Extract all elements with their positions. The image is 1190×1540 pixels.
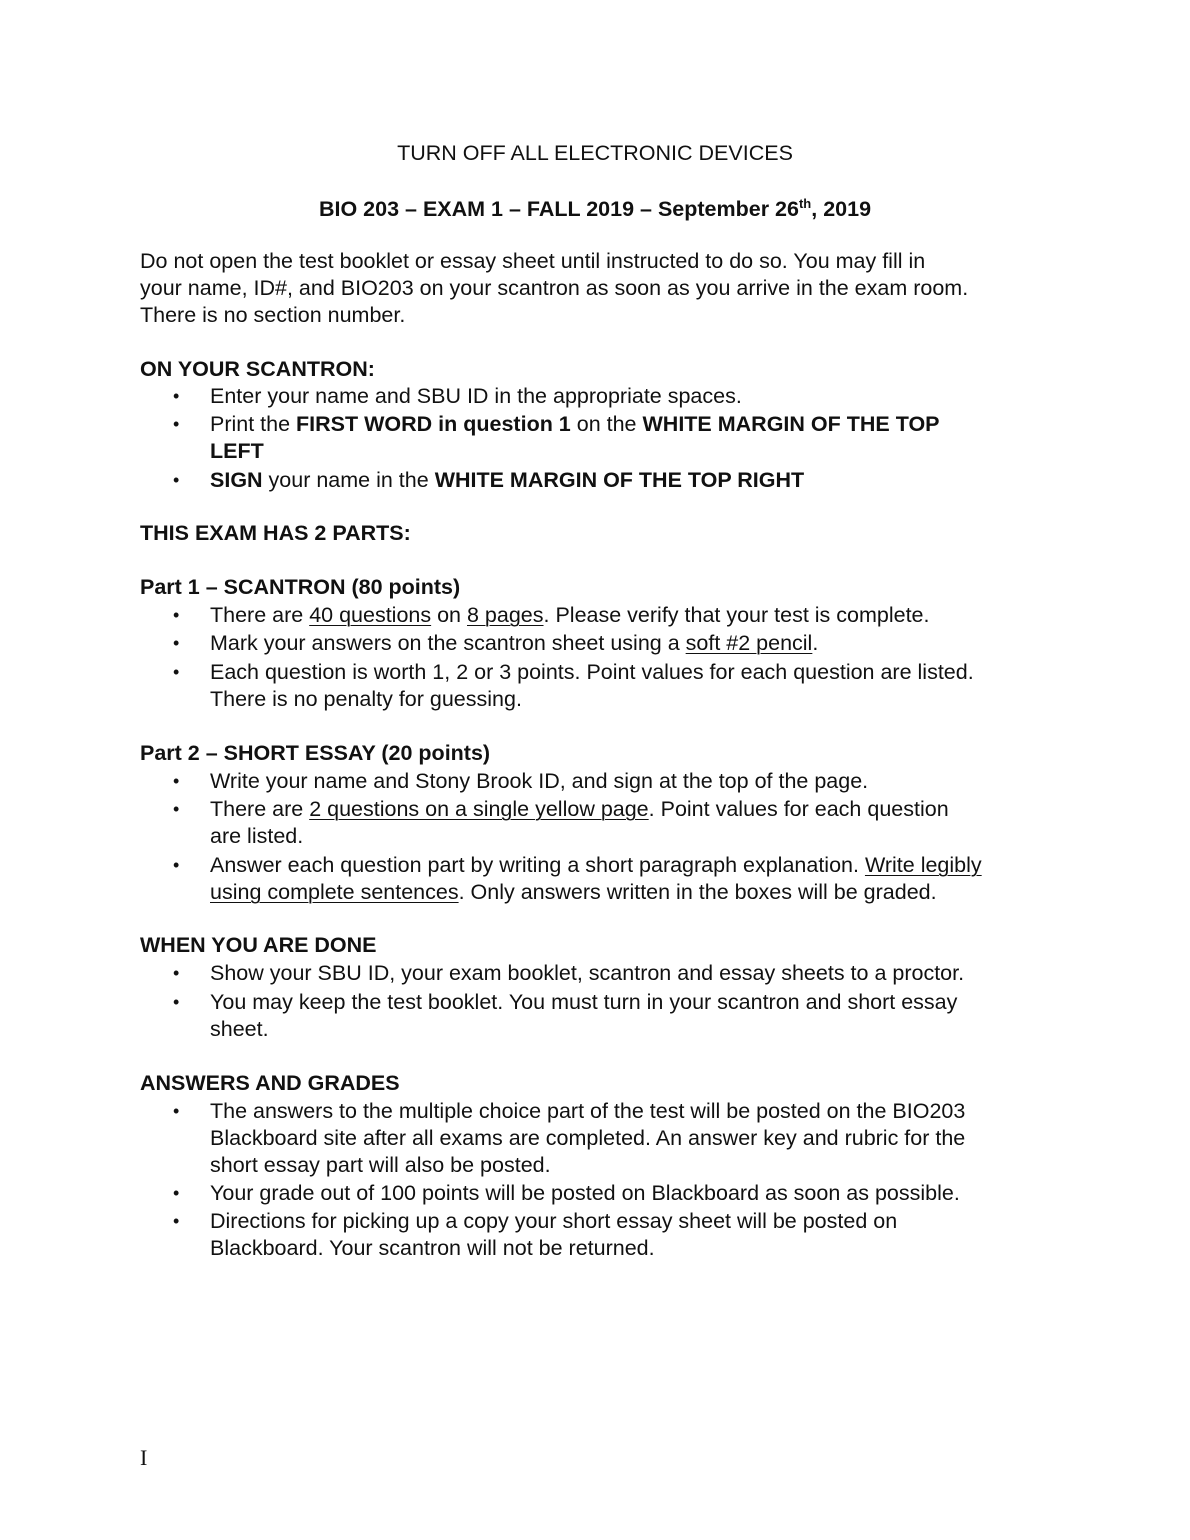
answers-bullet-2: Your grade out of 100 points will be posted on Blackboard as soon as possible.: [210, 1181, 960, 1205]
part1-bullet-3-cont: There is no penalty for guessing.: [210, 687, 522, 711]
bullet-icon: •: [173, 1183, 180, 1203]
part2-heading: Part 2 – SHORT ESSAY (20 points): [140, 741, 491, 765]
parts-heading: THIS EXAM HAS 2 PARTS:: [140, 521, 411, 545]
bullet-icon: •: [173, 605, 180, 625]
bullet-icon: •: [173, 1101, 180, 1121]
part1-heading: Part 1 – SCANTRON (80 points): [140, 575, 461, 599]
scantron-bullet-2-cont: LEFT: [210, 439, 264, 463]
bullet-icon: •: [173, 1211, 180, 1231]
bullet-icon: •: [173, 414, 180, 434]
exam-title-main: BIO 203 – EXAM 1 – FALL 2019 – September 26: [318, 197, 799, 221]
scantron-bullet-2: Print the FIRST WORD in question 1 on the WHITE MARGIN OF THE TOP: [210, 412, 940, 436]
bullet-icon: •: [173, 963, 180, 983]
devices-notice: TURN OFF ALL ELECTRONIC DEVICES: [397, 141, 793, 165]
answers-bullet-1: The answers to the multiple choice part of the test will be posted on the BIO203: [210, 1099, 966, 1123]
part1-bullet-2: Mark your answers on the scantron sheet using a soft #2 pencil.: [210, 631, 819, 655]
intro-line-3: There is no section number.: [140, 303, 406, 327]
answers-bullet-1-cont-2: short essay part will also be posted.: [210, 1153, 551, 1177]
bullet-icon: •: [173, 992, 180, 1012]
intro-line-1: Do not open the test booklet or essay sheet until instructed to do so. You may fill in: [140, 249, 926, 273]
part1-bullet-3: Each question is worth 1, 2 or 3 points. Point values for each question are listed.: [210, 660, 974, 684]
part2-bullet-2-cont: are listed.: [210, 824, 304, 848]
intro-line-2: your name, ID#, and BIO203 on your scantron as soon as you arrive in the exam room.: [140, 276, 969, 300]
bullet-icon: •: [173, 386, 180, 406]
bullet-icon: •: [173, 855, 180, 875]
part1-bullet-1: There are 40 questions on 8 pages. Please verify that your test is complete.: [210, 603, 930, 627]
part2-bullet-3-cont: using complete sentences. Only answers written in the boxes will be graded.: [210, 880, 937, 904]
answers-heading: ANSWERS AND GRADES: [140, 1071, 400, 1095]
part2-bullet-3: Answer each question part by writing a short paragraph explanation. Write legibly: [210, 853, 982, 877]
bullet-icon: •: [173, 470, 180, 490]
done-heading: WHEN YOU ARE DONE: [140, 933, 377, 957]
done-bullet-1: Show your SBU ID, your exam booklet, scantron and essay sheets to a proctor.: [210, 961, 965, 985]
answers-bullet-3-cont: Blackboard. Your scantron will not be returned.: [210, 1236, 655, 1260]
bullet-icon: •: [173, 771, 180, 791]
exam-title-sup: th: [798, 196, 812, 211]
part2-bullet-1: Write your name and Stony Brook ID, and sign at the top of the page.: [210, 769, 869, 793]
answers-bullet-1-cont-1: Blackboard site after all exams are completed. An answer key and rubric for the: [210, 1126, 966, 1150]
scantron-bullet-3: SIGN your name in the WHITE MARGIN OF THE TOP RIGHT: [210, 468, 805, 492]
part2-bullet-2: There are 2 questions on a single yellow page. Point values for each question: [210, 797, 949, 821]
scantron-bullet-1: Enter your name and SBU ID in the appropriate spaces.: [210, 384, 742, 408]
done-bullet-2: You may keep the test booklet. You must turn in your scantron and short essay: [210, 990, 958, 1014]
footer-mark: I: [140, 1445, 148, 1470]
bullet-icon: •: [173, 633, 180, 653]
bullet-icon: •: [173, 662, 180, 682]
scantron-heading: ON YOUR SCANTRON:: [140, 357, 375, 381]
exam-title-end: , 2019: [811, 197, 872, 221]
answers-bullet-3: Directions for picking up a copy your short essay sheet will be posted on: [210, 1209, 898, 1233]
bullet-icon: •: [173, 799, 180, 819]
exam-title: [0, 196, 1190, 223]
done-bullet-2-cont: sheet.: [210, 1017, 269, 1041]
